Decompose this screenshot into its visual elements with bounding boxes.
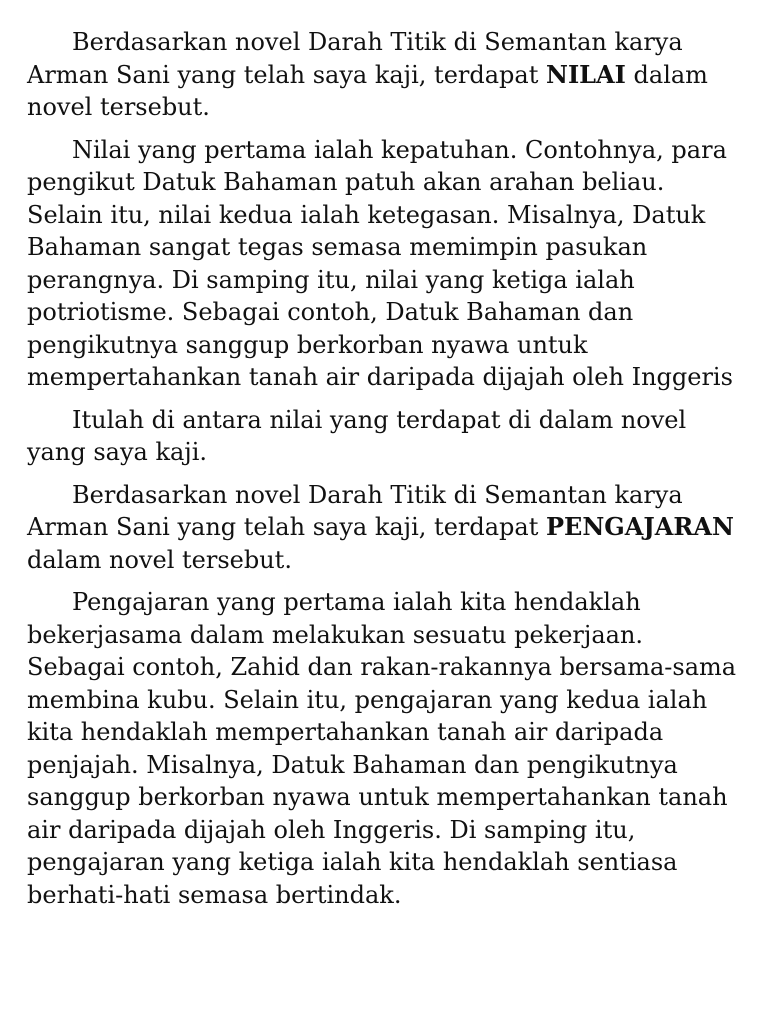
intro-nilai-text-end: dalam novel tersebut.: [27, 60, 708, 121]
paragraph-nilai-list: Nilai yang pertama ialah kepatuhan. Contohnya, para pengikut Datuk Bahaman patuh akan arahan beliau. Selain itu, nilai kedua ialah ketegasan. Misalnya, Datuk Bahaman sangat tegas semasa memimpin pasukan perangnya. Di samping itu, nilai yang ketiga ialah potriotisme. Sebagai contoh, Datuk Bahaman dan pengikutnya sanggup berkorban nyawa untuk mempertahankan tanah air daripada dijajah oleh Inggeris: [27, 135, 733, 391]
keyword-pengajaran: PENGAJARAN: [546, 512, 734, 541]
intro-pengajaran-text-end: dalam novel tersebut.: [27, 545, 292, 574]
paragraph-nilai-conclusion: Itulah di antara nilai yang terdapat di dalam novel yang saya kaji.: [27, 405, 687, 466]
paragraph-intro-nilai: [27, 26, 746, 124]
paragraph-pengajaran-list: Pengajaran yang pertama ialah kita hendaklah bekerjasama dalam melakukan sesuatu pekerjaan. Sebagai contoh, Zahid dan rakan-rakannya bersama-sama membina kubu. Selain itu, pengajaran yang kedua ialah kita hendaklah mempertahankan tanah air daripada penjajah. Misalnya, Datuk Bahaman dan pengikutnya sanggup berkorban nyawa untuk mempertahankan tanah air daripada dijajah oleh Inggeris. Di samping itu, pengajaran yang ketiga ialah kita hendaklah sentiasa berhati-hati semasa bertindak.: [27, 588, 737, 909]
intro-nilai-text-start: Berdasarkan novel Darah Titik di Semantan karya Arman Sani yang telah saya kaji, terdapat: [27, 28, 683, 89]
keyword-nilai: NILAI: [546, 59, 626, 89]
intro-pengajaran-text-start: Berdasarkan novel Darah Titik di Semantan karya Arman Sani yang telah saya kaji, terdapat: [27, 480, 683, 541]
paragraph-intro-pengajaran: [27, 479, 746, 577]
